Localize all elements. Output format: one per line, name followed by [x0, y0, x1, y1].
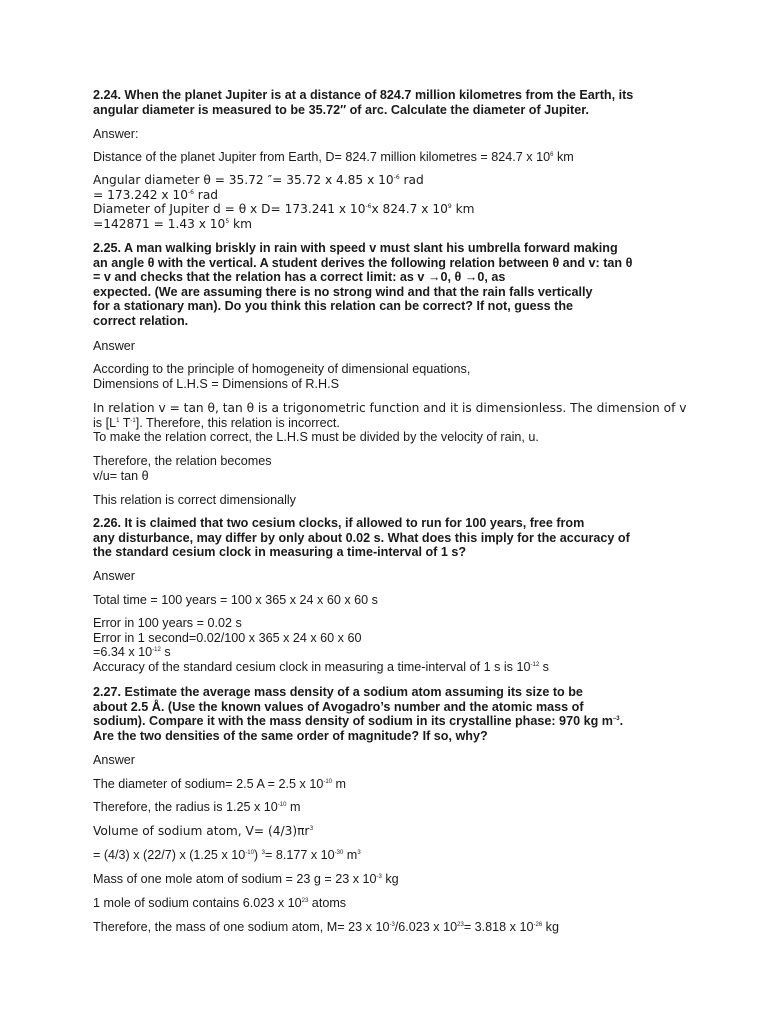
answer-label-2-25: [93, 339, 693, 354]
question-2-25: [93, 241, 693, 329]
question-line: an angle θ with the vertical. A student derives the following relation between θ and v: tan θ: [93, 255, 633, 270]
dimension-block: In relation v = tan θ, tan θ is a trigonometric function and it is dimensionless. The dimension of v is [$L^1$ $T^{-1}$]. Therefore, this relation is incorrect. To make the relation correct, the L.H.S must be divided by the velocity of rain, u.: [93, 401, 687, 445]
question-2-24: [93, 88, 693, 117]
question-2-27: [93, 685, 693, 743]
question-line: 2.24. When the planet Jupiter is at a distance of 824.7 million kilometres from the Earth, its: [93, 88, 634, 102]
answer-label: Answer: [93, 339, 135, 353]
question-line: = v and checks that the relation has a correct limit: as v →0, θ →0, as: [93, 270, 506, 285]
volume-line: Volume of sodium atom, $V= (4/3)\pi r^3$: [93, 824, 314, 838]
total-time-line: Total time = 100 years = 100 x 365 x 24 x 60 x 60 s: [93, 593, 378, 607]
conclusion-2-25: This relation is correct dimensionally: [93, 493, 296, 507]
question-line: 2.27. Estimate the average mass density of a sodium atom assuming its size to be: [93, 685, 583, 699]
sodium-radius-line: Therefore, the radius is 1.25 x $10^{-10}$ m: [93, 800, 301, 814]
error-block: Error in 100 years = 0.02 s Error in 1 second=0.02/100 x 365 x 24 x 60 x 60 =6.34 x $10^{-12}$ s Accuracy of the standard cesium clock in measuring a time-interval of 1 s is $10^{-12}$ s: [93, 616, 549, 674]
angular-diameter-block: [93, 173, 693, 231]
sodium-diameter-line: The diameter of sodium= 2.5 A = 2.5 x $10^{-10}$ m: [93, 777, 346, 791]
question-line: about 2.5 Å. (Use the known values of Avogadro’s number and the atomic mass of: [93, 699, 584, 714]
result-line: =142871 = 1.43 x $10^5$ km: [93, 216, 252, 231]
answer-label: Answer: [93, 753, 135, 767]
avogadro-line: 1 mole of sodium contains 6.023 x $10^{23}$ atoms: [93, 896, 347, 910]
atom-mass-line: Therefore, the mass of one sodium atom, M= 23 x $10^{-3}/6.023$ x $10^{23}= 3.818$ x $10^{-26}$ kg: [93, 920, 559, 934]
radian-line: = 173.242 x $10^{-6}$ rad: [93, 187, 219, 202]
answer-label: Answer:: [93, 127, 139, 141]
question-line: for a stationary man). Do you think this relation can be correct? If not, guess the: [93, 299, 574, 314]
distance-line: Distance of the planet Jupiter from Earth, D= 824.7 million kilometres = 824.7 x $10^6$ km: [93, 150, 574, 164]
question-2-26: [93, 516, 693, 560]
angular-diameter-line: Angular diameter θ = 35.72 ″= 35.72 x 4.85 x $10^{-6}$ rad: [93, 173, 424, 187]
volume-calc-line: = (4/3) x (22/7) x (1.25 x $10^{-10}$) $^3$= 8.177 x $10^{-30}$ $m^3$: [93, 848, 361, 862]
question-line: Are the two densities of the same order of magnitude? If so, why?: [93, 728, 488, 743]
question-line: the standard cesium clock in measuring a time-interval of 1 s?: [93, 545, 467, 560]
question-line: angular diameter is measured to be 35.72″ of arc. Calculate the diameter of Jupiter.: [93, 102, 589, 117]
answer-label-2-24: [93, 127, 693, 142]
diameter-line: Diameter of Jupiter d = θ x D= 173.241 x $10^{-6}x$ 824.7 x $10^9$ km: [93, 202, 475, 217]
relation-block: Therefore, the relation becomes v/u= tan θ: [93, 454, 272, 483]
answer-label-2-26: [93, 569, 693, 584]
mole-mass-line: Mass of one mole atom of sodium = 23 g = 23 x $10^{-3}$ kg: [93, 872, 399, 886]
answer-label: Answer: [93, 569, 135, 583]
question-line: correct relation.: [93, 313, 189, 328]
homogeneity-block: According to the principle of homogeneity of dimensional equations, Dimensions of L.H.S = Dimensions of R.H.S: [93, 362, 471, 391]
question-line: sodium). Compare it with the mass density of sodium in its crystalline phase: 970 kg $m^{-3}$.: [93, 714, 624, 729]
question-line: expected. (We are assuming there is no strong wind and that the rain falls vertically: [93, 284, 593, 299]
question-line: any disturbance, may differ by only about 0.02 s. What does this imply for the accuracy of: [93, 530, 630, 545]
answer-label-2-27: [93, 753, 693, 768]
question-line: 2.25. A man walking briskly in rain with speed v must slant his umbrella forward making: [93, 241, 618, 255]
question-line: 2.26. It is claimed that two cesium clocks, if allowed to run for 100 years, free from: [93, 516, 585, 530]
